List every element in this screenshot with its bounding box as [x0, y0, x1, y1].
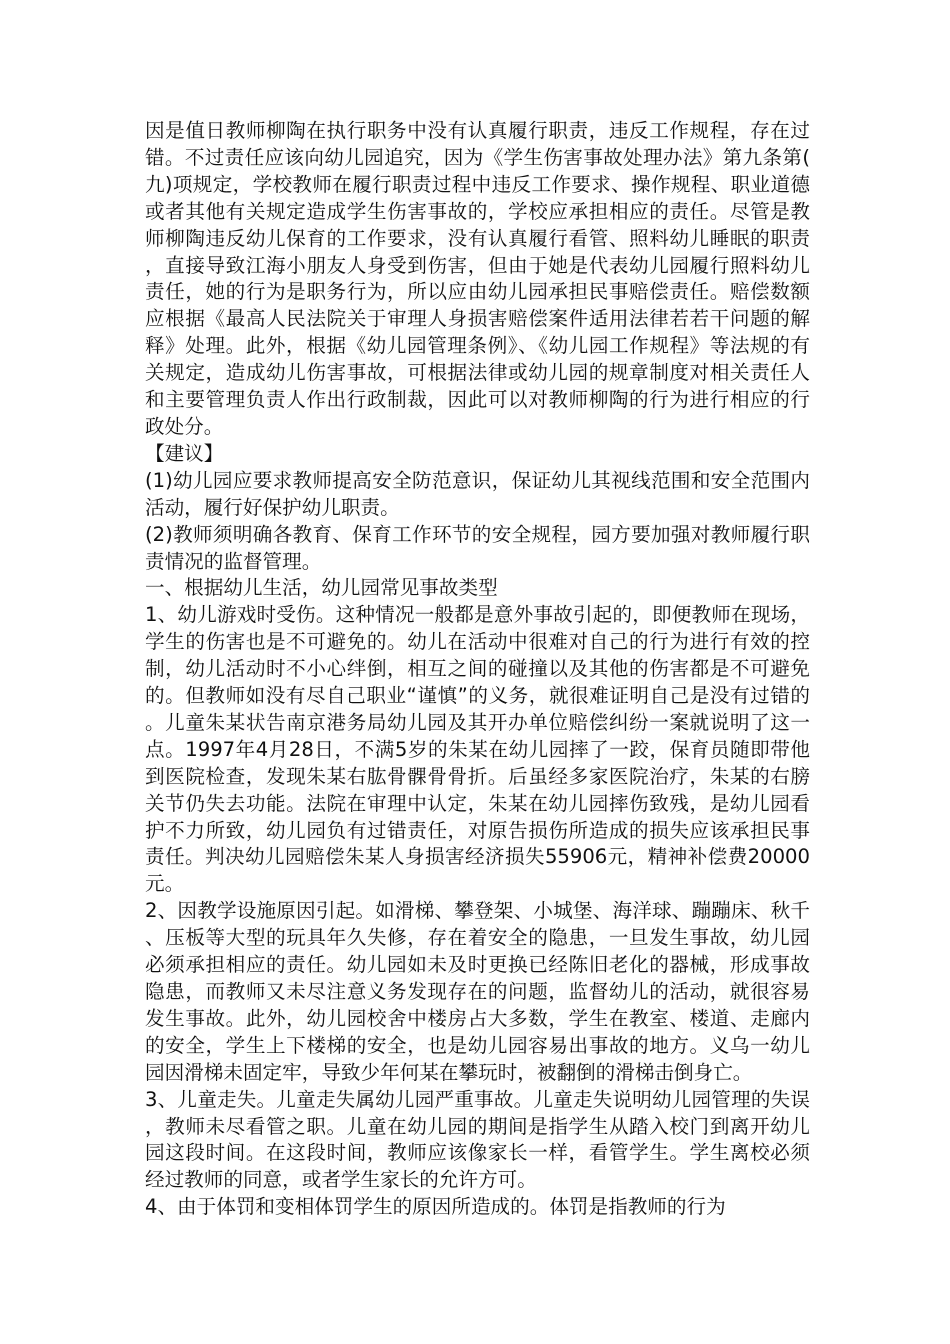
- paragraph-accident-type-3: 3、儿童走失。儿童走失属幼儿园严重事故。儿童走失说明幼儿园管理的失误，教师未尽看管之职。儿童在幼儿园的期间是指学生从踏入校门到离开幼儿园这段时间。在这段时间，教师应该像家长一样，看管学生。学生离校必须经过教师的同意，或者学生家长的允许方可。: [145, 1087, 810, 1192]
- paragraph-liability-analysis: 因是值日教师柳陶在执行职务中没有认真履行职责，违反工作规程，存在过错。不过责任应该向幼儿园追究，因为《学生伤害事故处理办法》第九条第(九)项规定，学校教师在履行职责过程中违反工作要求、操作规程、职业道德或者其他有关规定造成学生伤害事故的，学校应承担相应的责任。尽管是教师柳陶违反幼儿保育的工作要求，没有认真履行看管、照料幼儿睡眠的职责，直接导致江海小朋友人身受到伤害，但由于她是代表幼儿园履行照料幼儿责任，她的行为是职务行为，所以应由幼儿园承担民事赔偿责任。赔偿数额应根据《最高人民法院关于审理人身损害赔偿案件适用法律若若干问题的解释》处理。此外，根据《幼儿园管理条例》、《幼儿园工作规程》等法规的有关规定，造成幼儿伤害事故，可根据法律或幼儿园的规章制度对相关责任人和主要管理负责人作出行政制裁，因此可以对教师柳陶的行为进行相应的行政处分。: [145, 119, 810, 438]
- suggestion-item-2: (2)教师须明确各教育、保育工作环节的安全规程，园方要加强对教师履行职责情况的监督管理。: [145, 522, 810, 573]
- section-heading-accident-types: 一、根据幼儿生活，幼儿园常见事故类型: [145, 576, 498, 600]
- suggestion-item-1: (1)幼儿园应要求教师提高安全防范意识，保证幼儿其视线范围和安全范围内活动，履行好保护幼儿职责。: [145, 468, 810, 519]
- paragraph-accident-type-1: 1、幼儿游戏时受伤。这种情况一般都是意外事故引起的，即便教师在现场，学生的伤害也是不可避免的。幼儿在活动中很难对自己的行为进行有效的控制，幼儿活动时不小心绊倒，相互之间的碰撞以及其他的伤害都是不可避免的。但教师如没有尽自己职业“谨慎”的义务，就很难证明自己是没有过错的。儿童朱某状告南京港务局幼儿园及其开办单位赔偿纠纷一案就说明了这一点。1997年4月28日，不满5岁的朱某在幼儿园摔了一跤，保育员随即带他到医院检查，发现朱某右肱骨髁骨骨折。后虽经多家医院治疗，朱某的右膀关节仍失去功能。法院在审理中认定，朱某在幼儿园摔伤致残，是幼儿园看护不力所致，幼儿园负有过错责任，对原告损伤所造成的损失应该承担民事责任。判决幼儿园赔偿朱某人身损害经济损失55906元，精神补偿费20000元。: [145, 603, 810, 896]
- paragraph-accident-type-4: 4、由于体罚和变相体罚学生的原因所造成的。体罚是指教师的行为: [145, 1195, 726, 1219]
- section-heading-suggestion: 【建议】: [145, 441, 224, 465]
- paragraph-accident-type-2: 2、因教学设施原因引起。如滑梯、攀登架、小城堡、海洋球、蹦蹦床、秋千、压板等大型的玩具年久失修，存在着安全的隐患，一旦发生事故，幼儿园必须承担相应的责任。幼儿园如未及时更换已经陈旧老化的器械，形成事故隐患，而教师又未尽注意义务发现存在的问题，监督幼儿的活动，就很容易发生事故。此外，幼儿园校舍中楼房占大多数，学生在教室、楼道、走廊内的安全，学生上下楼梯的安全，也是幼儿园容易出事故的地方。义乌一幼儿园因滑梯未固定牢，导致少年何某在攀玩时，被翻倒的滑梯击倒身亡。: [145, 899, 810, 1084]
- document-page: [145, 118, 810, 1221]
